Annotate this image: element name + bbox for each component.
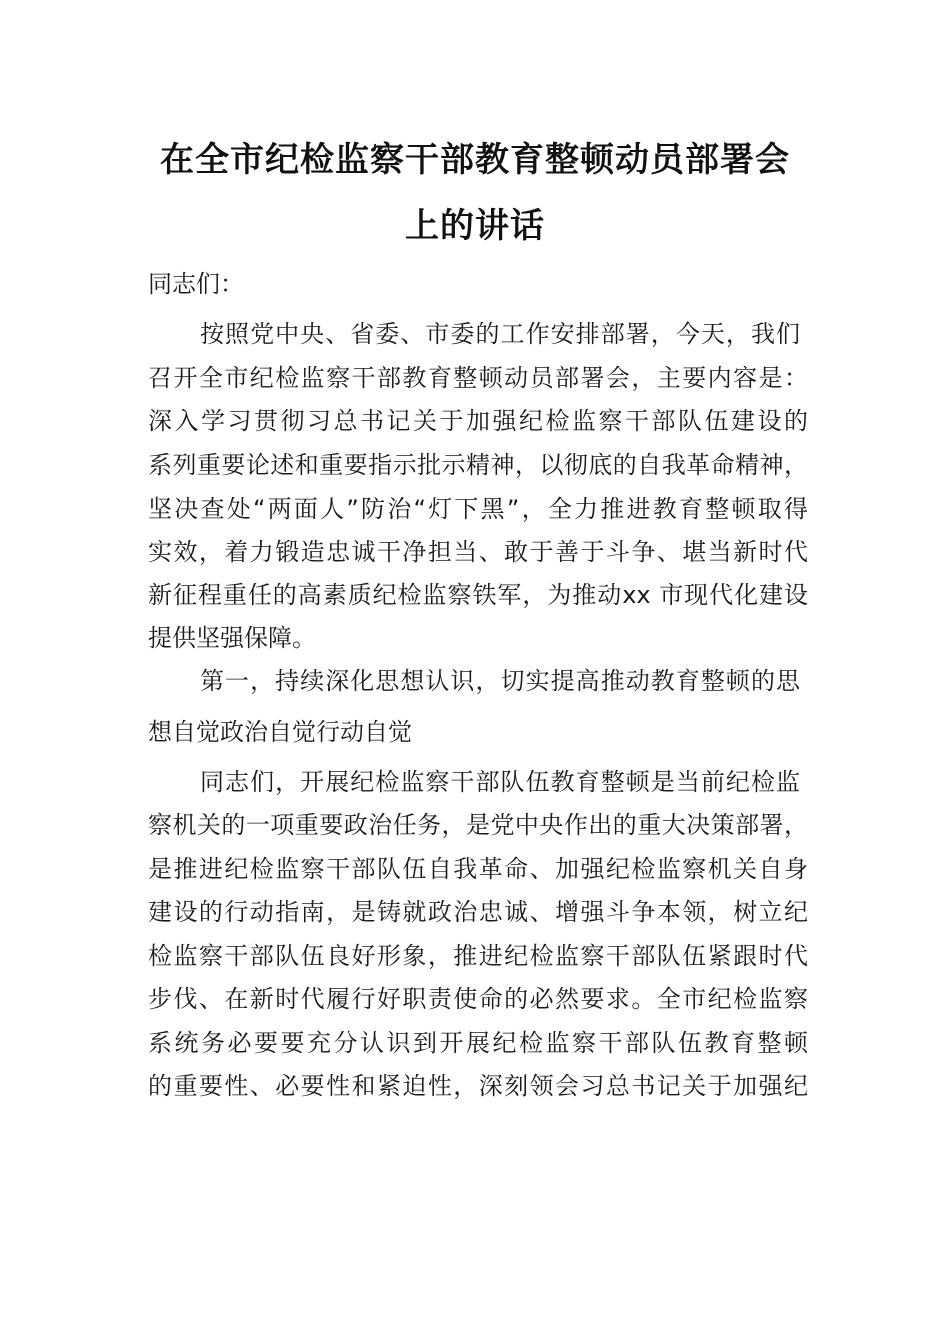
paragraph-2-line: 建设的行动指南，是铸就政治忠诚、增强斗争本领，树立纪 <box>148 898 808 926</box>
paragraph-1-line: 召开全市纪检监察干部教育整顿动员部署会，主要内容是： <box>148 364 808 392</box>
paragraph-1-line: 提供坚强保障。 <box>148 624 316 652</box>
section-heading-line: 想自觉政治自觉行动自觉 <box>148 718 412 746</box>
paragraph-2-line: 同志们，开展纪检监察干部队伍教育整顿是当前纪检监 <box>200 768 800 796</box>
paragraph-2-line: 察机关的一项重要政治任务，是党中央作出的重大决策部署， <box>148 811 808 839</box>
paragraph-2-line: 系统务必要要充分认识到开展纪检监察干部队伍教育整顿 <box>148 1029 808 1057</box>
paragraph-2-line: 检监察干部队伍良好形象，推进纪检监察干部队伍紧跟时代 <box>148 942 808 970</box>
paragraph-1-line: 深入学习贯彻习总书记关于加强纪检监察干部队伍建设的 <box>148 407 808 435</box>
paragraph-1-line: 实效，着力锻造忠诚干净担当、敢于善于斗争、堪当新时代 <box>148 538 808 566</box>
paragraph-2-line: 是推进纪检监察干部队伍自我革命、加强纪检监察机关自身 <box>148 855 808 883</box>
paragraph-1-line: 坚决查处“两面人”防治“灯下黑”，全力推进教育整顿取得 <box>148 495 808 523</box>
paragraph-1-line: 新征程重任的高素质纪检监察铁军，为推动xx 市现代化建设 <box>148 581 808 609</box>
paragraph-1-line: 按照党中央、省委、市委的工作安排部署，今天，我们 <box>200 320 800 348</box>
paragraph-1-line: 系列重要论述和重要指示批示精神，以彻底的自我革命精神， <box>148 451 808 479</box>
salutation: 同志们： <box>148 270 244 298</box>
document-title-line-2: 上的讲话 <box>405 206 545 246</box>
paragraph-2-line: 的重要性、必要性和紧迫性，深刻领会习总书记关于加强纪 <box>148 1072 808 1100</box>
paragraph-2-line: 步伐、在新时代履行好职责使命的必然要求。全市纪检监察 <box>148 985 808 1013</box>
section-heading-line: 第一，持续深化思想认识，切实提高推动教育整顿的思 <box>200 667 800 695</box>
document-title-line-1: 在全市纪检监察干部教育整顿动员部署会 <box>160 140 790 180</box>
